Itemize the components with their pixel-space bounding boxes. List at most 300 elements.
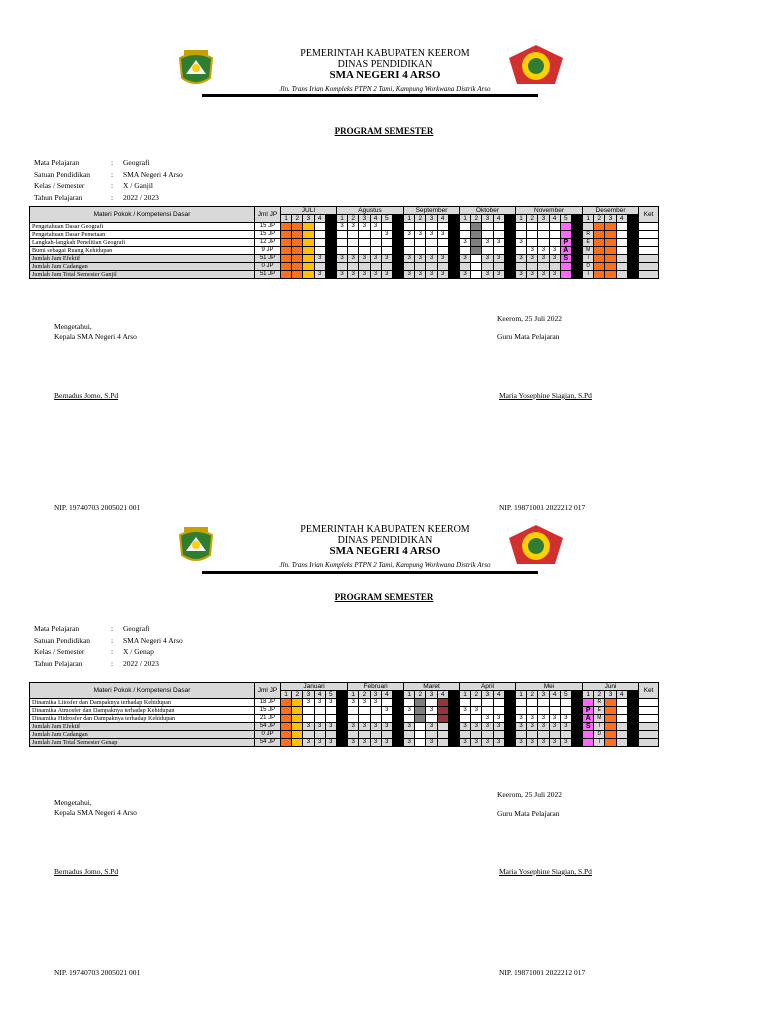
week-cell bbox=[348, 707, 359, 715]
week-cell: 3 bbox=[527, 723, 538, 731]
info-value: X / Genap bbox=[123, 647, 154, 656]
ket-cell bbox=[639, 739, 659, 747]
month-header: Desember bbox=[583, 207, 639, 215]
info-label: Satuan Pendidikan bbox=[34, 635, 91, 645]
month-header: April bbox=[460, 683, 516, 691]
week-cell: P bbox=[583, 707, 594, 715]
week-cell bbox=[314, 707, 325, 715]
week-cell bbox=[415, 723, 426, 731]
week-cell bbox=[560, 699, 571, 707]
week-cell: 3 bbox=[515, 715, 526, 723]
info-value: Geografi bbox=[123, 158, 150, 167]
column-header-jml-jp: Jml JP bbox=[255, 683, 281, 699]
topic-label: Dinamika Hidrosfer dan Dampaknya terhadap Kehidupan bbox=[30, 715, 255, 723]
week-cell: 3 bbox=[303, 699, 314, 707]
month-separator bbox=[627, 691, 638, 699]
week-cell bbox=[370, 731, 381, 739]
week-number: 2 bbox=[471, 691, 482, 699]
teacher-nip: NIP. 19871001 2022212 017 bbox=[499, 503, 586, 512]
week-cell: 3 bbox=[348, 271, 359, 279]
week-cell bbox=[404, 731, 415, 739]
principal-title: Kepala SMA Negeri 4 Arso bbox=[54, 808, 137, 817]
week-cell bbox=[527, 699, 538, 707]
week-cell bbox=[627, 707, 638, 715]
info-value: 2022 / 2023 bbox=[123, 658, 159, 668]
week-cell: 3 bbox=[538, 739, 549, 747]
week-cell bbox=[281, 739, 292, 747]
place-date: Keerom, 25 Juli 2022 bbox=[497, 314, 562, 323]
week-cell: 3 bbox=[426, 255, 437, 263]
week-cell: 3 bbox=[314, 723, 325, 731]
week-number: 1 bbox=[583, 215, 594, 223]
week-cell bbox=[359, 707, 370, 715]
week-cell bbox=[482, 731, 493, 739]
week-number: 1 bbox=[583, 691, 594, 699]
month-separator bbox=[336, 691, 347, 699]
month-header: November bbox=[515, 207, 582, 215]
week-cell bbox=[314, 715, 325, 723]
course-info: Mata Pelajaran : Geografi Satuan Pendidikan : SMA Negeri 4 Arso Kelas / Semester : X / Ganjil Tahun Pelajaran : 2022 / 2023 bbox=[34, 158, 183, 202]
month-header: Juni bbox=[583, 683, 639, 691]
week-cell bbox=[325, 731, 336, 739]
week-number: 3 bbox=[303, 215, 314, 223]
keerom-regency-logo-icon bbox=[176, 525, 216, 565]
week-cell bbox=[616, 699, 627, 707]
week-cell: 3 bbox=[538, 715, 549, 723]
week-cell: 3 bbox=[527, 739, 538, 747]
month-header: September bbox=[404, 207, 460, 215]
week-cell bbox=[292, 707, 303, 715]
principal-nip: NIP. 19740703 2005021 001 bbox=[54, 968, 141, 977]
column-header-ket: Ket bbox=[639, 683, 659, 699]
topic-label: Dinamika Atmosfer dan Dampaknya terhadap Kehidupan bbox=[30, 707, 255, 715]
week-cell bbox=[460, 699, 471, 707]
week-cell bbox=[527, 707, 538, 715]
week-cell bbox=[616, 731, 627, 739]
week-cell bbox=[504, 739, 515, 747]
week-cell bbox=[348, 715, 359, 723]
week-number: 3 bbox=[605, 215, 616, 223]
week-number: 5 bbox=[560, 215, 571, 223]
week-cell bbox=[549, 699, 560, 707]
week-cell: 3 bbox=[538, 247, 549, 255]
week-number: 3 bbox=[538, 691, 549, 699]
week-cell bbox=[605, 715, 616, 723]
week-cell bbox=[448, 723, 459, 731]
week-number: 4 bbox=[493, 691, 504, 699]
week-number: 5 bbox=[381, 215, 392, 223]
info-value: SMA Negeri 4 Arso bbox=[123, 635, 183, 645]
week-number: 2 bbox=[471, 215, 482, 223]
week-cell bbox=[303, 715, 314, 723]
week-cell bbox=[515, 699, 526, 707]
week-cell bbox=[281, 723, 292, 731]
week-cell bbox=[392, 723, 403, 731]
course-info: Mata Pelajaran : Geografi Satuan Pendidikan : SMA Negeri 4 Arso Kelas / Semester : X / Genap Tahun Pelajaran : 2022 / 2023 bbox=[34, 624, 183, 668]
week-cell: 3 bbox=[460, 739, 471, 747]
info-label: Mata Pelajaran bbox=[34, 158, 80, 167]
acknowledge-label: Mengetahui, bbox=[54, 798, 92, 807]
week-cell: R bbox=[594, 699, 605, 707]
week-cell bbox=[605, 723, 616, 731]
week-number: 2 bbox=[527, 215, 538, 223]
week-cell bbox=[404, 699, 415, 707]
week-number: 2 bbox=[292, 691, 303, 699]
week-cell: 3 bbox=[460, 239, 471, 247]
week-cell: 3 bbox=[325, 739, 336, 747]
column-header-materi: Materi Pokok / Kompetensi Dasar bbox=[30, 683, 255, 699]
topic-hours: 0 JP bbox=[255, 263, 281, 271]
document-title: PROGRAM SEMESTER bbox=[334, 592, 434, 602]
week-cell bbox=[504, 715, 515, 723]
week-number: 2 bbox=[415, 215, 426, 223]
week-cell: I bbox=[594, 723, 605, 731]
week-cell: 3 bbox=[471, 739, 482, 747]
week-cell: I bbox=[583, 255, 594, 263]
week-cell: 3 bbox=[493, 739, 504, 747]
week-cell: I bbox=[594, 739, 605, 747]
month-header: Mei bbox=[515, 683, 582, 691]
week-cell: 3 bbox=[493, 239, 504, 247]
week-cell: 3 bbox=[482, 739, 493, 747]
week-number: 4 bbox=[616, 691, 627, 699]
week-cell bbox=[392, 707, 403, 715]
week-cell bbox=[627, 699, 638, 707]
month-header: Oktober bbox=[460, 207, 516, 215]
week-number: 3 bbox=[605, 691, 616, 699]
week-cell bbox=[493, 731, 504, 739]
week-cell bbox=[437, 731, 448, 739]
week-number: 4 bbox=[549, 691, 560, 699]
month-header: JULI bbox=[281, 207, 337, 215]
week-cell: 3 bbox=[370, 271, 381, 279]
topic-label: Jumlah Jam Efektif bbox=[30, 255, 255, 263]
topic-label: Jumlah Jam Total Semester Ganjil bbox=[30, 271, 255, 279]
teacher-title: Guru Mata Pelajaran bbox=[497, 332, 560, 341]
week-cell: 3 bbox=[426, 231, 437, 239]
week-cell: 3 bbox=[482, 723, 493, 731]
week-cell bbox=[493, 699, 504, 707]
topic-hours: 15 JP bbox=[255, 223, 281, 231]
week-cell bbox=[348, 731, 359, 739]
topic-hours: 12 JP bbox=[255, 239, 281, 247]
week-cell bbox=[415, 699, 426, 707]
week-cell bbox=[627, 715, 638, 723]
week-cell bbox=[336, 715, 347, 723]
week-cell bbox=[392, 739, 403, 747]
week-cell bbox=[281, 707, 292, 715]
week-cell: 3 bbox=[348, 223, 359, 231]
week-cell: A bbox=[560, 247, 571, 255]
week-number: 3 bbox=[538, 215, 549, 223]
week-cell: 3 bbox=[381, 707, 392, 715]
week-cell: 3 bbox=[493, 715, 504, 723]
week-cell bbox=[325, 707, 336, 715]
ket-cell bbox=[639, 723, 659, 731]
week-number: 3 bbox=[482, 691, 493, 699]
week-number: 3 bbox=[359, 215, 370, 223]
week-cell: 3 bbox=[325, 699, 336, 707]
week-cell bbox=[448, 699, 459, 707]
topic-hours: 51 JP bbox=[255, 271, 281, 279]
topic-hours: 18 JP bbox=[255, 699, 281, 707]
week-cell bbox=[336, 707, 347, 715]
week-cell: 3 bbox=[471, 707, 482, 715]
week-cell: 3 bbox=[426, 723, 437, 731]
week-cell: 3 bbox=[482, 239, 493, 247]
week-cell: 3 bbox=[348, 699, 359, 707]
week-cell: 3 bbox=[370, 255, 381, 263]
header-divider bbox=[202, 571, 538, 574]
acknowledge-label: Mengetahui, bbox=[54, 322, 92, 331]
week-cell bbox=[471, 731, 482, 739]
week-cell bbox=[415, 715, 426, 723]
topic-hours: 54 JP bbox=[255, 723, 281, 731]
week-number: 1 bbox=[515, 215, 526, 223]
week-cell bbox=[303, 707, 314, 715]
topic-hours: 0 JP bbox=[255, 731, 281, 739]
week-cell bbox=[460, 731, 471, 739]
week-number: 2 bbox=[348, 215, 359, 223]
week-cell: 3 bbox=[359, 255, 370, 263]
week-cell bbox=[515, 731, 526, 739]
school-name: SMA NEGERI 4 ARSO bbox=[329, 545, 441, 557]
info-label: Satuan Pendidikan bbox=[34, 169, 91, 179]
month-separator bbox=[504, 691, 515, 699]
week-number: 4 bbox=[616, 215, 627, 223]
teacher-nip: NIP. 19871001 2022212 017 bbox=[499, 968, 586, 977]
week-cell bbox=[370, 707, 381, 715]
week-cell: 3 bbox=[359, 739, 370, 747]
week-cell bbox=[359, 715, 370, 723]
week-number: 1 bbox=[460, 215, 471, 223]
week-cell: 3 bbox=[404, 255, 415, 263]
week-cell: 3 bbox=[370, 739, 381, 747]
week-cell bbox=[448, 739, 459, 747]
week-cell: 3 bbox=[538, 271, 549, 279]
week-cell: 3 bbox=[426, 271, 437, 279]
week-cell: 3 bbox=[549, 715, 560, 723]
week-cell: 3 bbox=[482, 715, 493, 723]
week-cell bbox=[627, 739, 638, 747]
week-cell: 3 bbox=[381, 271, 392, 279]
week-cell bbox=[504, 723, 515, 731]
week-cell: 3 bbox=[437, 231, 448, 239]
week-cell bbox=[292, 739, 303, 747]
week-cell: 3 bbox=[381, 255, 392, 263]
school-address: Jln. Trans Irian Kompleks PTPN 2 Tami, Kampung Workwana Distrik Arso bbox=[279, 85, 491, 93]
week-cell bbox=[493, 707, 504, 715]
week-cell bbox=[437, 707, 448, 715]
week-cell bbox=[527, 731, 538, 739]
week-number: 2 bbox=[594, 691, 605, 699]
week-cell bbox=[549, 731, 560, 739]
week-cell bbox=[583, 731, 594, 739]
week-number: 1 bbox=[404, 691, 415, 699]
week-cell: 3 bbox=[482, 271, 493, 279]
teacher-title: Guru Mata Pelajaran bbox=[497, 809, 560, 818]
info-value: Geografi bbox=[123, 624, 150, 633]
week-cell: 3 bbox=[415, 231, 426, 239]
week-number: 5 bbox=[560, 691, 571, 699]
week-cell bbox=[281, 715, 292, 723]
week-cell: S bbox=[583, 723, 594, 731]
week-number: 2 bbox=[292, 215, 303, 223]
week-cell: 3 bbox=[515, 271, 526, 279]
week-cell: 3 bbox=[303, 739, 314, 747]
week-cell bbox=[627, 731, 638, 739]
week-number: 1 bbox=[460, 691, 471, 699]
topic-hours: 54 JP bbox=[255, 739, 281, 747]
info-value: SMA Negeri 4 Arso bbox=[123, 169, 183, 179]
week-cell: 3 bbox=[359, 223, 370, 231]
week-number: 1 bbox=[336, 215, 347, 223]
week-cell bbox=[426, 715, 437, 723]
week-cell: 3 bbox=[549, 247, 560, 255]
week-cell: 3 bbox=[460, 255, 471, 263]
week-cell: 3 bbox=[493, 255, 504, 263]
week-cell bbox=[437, 723, 448, 731]
ket-cell bbox=[639, 707, 659, 715]
teacher-name: Maria Yosephine Siagian, S.Pd bbox=[499, 391, 592, 400]
week-cell bbox=[325, 715, 336, 723]
week-cell: 3 bbox=[336, 223, 347, 231]
principal-name: Bernadus Jomo, S.Pd bbox=[54, 867, 119, 876]
info-value: 2022 / 2023 bbox=[123, 192, 159, 202]
week-cell bbox=[605, 707, 616, 715]
month-header: Februari bbox=[348, 683, 404, 691]
week-number: 4 bbox=[437, 215, 448, 223]
week-cell: 3 bbox=[527, 271, 538, 279]
week-cell: 3 bbox=[314, 271, 325, 279]
week-cell: 3 bbox=[370, 223, 381, 231]
week-cell: E bbox=[583, 239, 594, 247]
week-cell: 3 bbox=[370, 723, 381, 731]
topic-label: Jumlah Jam Efektif bbox=[30, 723, 255, 731]
week-cell bbox=[571, 715, 582, 723]
week-cell bbox=[415, 707, 426, 715]
week-cell: 3 bbox=[437, 255, 448, 263]
week-cell bbox=[471, 699, 482, 707]
week-cell: 3 bbox=[415, 271, 426, 279]
week-cell: 3 bbox=[527, 715, 538, 723]
week-number: 3 bbox=[426, 215, 437, 223]
week-cell bbox=[370, 715, 381, 723]
week-cell: 3 bbox=[515, 239, 526, 247]
week-cell bbox=[292, 723, 303, 731]
week-number: 1 bbox=[515, 691, 526, 699]
week-cell bbox=[392, 715, 403, 723]
topic-hours: 15 JP bbox=[255, 231, 281, 239]
info-value: X / Ganjil bbox=[123, 181, 153, 190]
week-number: 3 bbox=[426, 691, 437, 699]
week-cell bbox=[359, 731, 370, 739]
week-cell bbox=[605, 699, 616, 707]
week-cell: 3 bbox=[426, 707, 437, 715]
week-cell bbox=[471, 715, 482, 723]
week-cell: 3 bbox=[404, 271, 415, 279]
principal-name: Bernadus Jomo, S.Pd bbox=[54, 391, 119, 400]
week-cell: 3 bbox=[314, 255, 325, 263]
info-label: Kelas / Semester bbox=[34, 181, 85, 190]
month-header: Januari bbox=[281, 683, 348, 691]
week-cell bbox=[336, 723, 347, 731]
topic-hours: 15 JP bbox=[255, 707, 281, 715]
week-cell: 3 bbox=[359, 699, 370, 707]
week-cell: 3 bbox=[560, 739, 571, 747]
week-cell bbox=[281, 699, 292, 707]
week-cell bbox=[292, 715, 303, 723]
week-cell: D bbox=[594, 731, 605, 739]
week-cell: 3 bbox=[314, 699, 325, 707]
week-cell bbox=[460, 715, 471, 723]
week-cell bbox=[426, 699, 437, 707]
week-number: 3 bbox=[482, 215, 493, 223]
week-cell bbox=[538, 707, 549, 715]
place-date: Keerom, 25 Juli 2022 bbox=[497, 790, 562, 799]
ket-cell bbox=[639, 715, 659, 723]
school-name: SMA NEGERI 4 ARSO bbox=[329, 69, 441, 81]
info-label: Mata Pelajaran bbox=[34, 624, 80, 633]
month-header: Maret bbox=[404, 683, 460, 691]
week-cell: 3 bbox=[460, 707, 471, 715]
week-cell: A bbox=[583, 715, 594, 723]
week-cell bbox=[616, 707, 627, 715]
week-cell bbox=[281, 731, 292, 739]
week-cell: M bbox=[594, 715, 605, 723]
document-title: PROGRAM SEMESTER bbox=[334, 126, 434, 136]
month-separator bbox=[448, 691, 459, 699]
week-cell: 3 bbox=[515, 739, 526, 747]
week-cell: 3 bbox=[415, 255, 426, 263]
topic-label: Jumlah Jam Cadangan bbox=[30, 263, 255, 271]
week-cell: 3 bbox=[348, 723, 359, 731]
week-cell: 3 bbox=[471, 723, 482, 731]
week-number: 1 bbox=[281, 691, 292, 699]
week-cell: 3 bbox=[348, 255, 359, 263]
week-cell: R bbox=[583, 231, 594, 239]
week-number: 1 bbox=[281, 215, 292, 223]
week-cell: 3 bbox=[493, 271, 504, 279]
month-separator bbox=[571, 691, 582, 699]
week-cell: 3 bbox=[460, 723, 471, 731]
week-cell bbox=[504, 731, 515, 739]
topic-hours: 9 JP bbox=[255, 247, 281, 255]
week-number: 4 bbox=[314, 215, 325, 223]
principal-title: Kepala SMA Negeri 4 Arso bbox=[54, 332, 137, 341]
week-cell bbox=[392, 731, 403, 739]
week-cell bbox=[437, 739, 448, 747]
week-cell bbox=[336, 739, 347, 747]
topic-hours: 21 JP bbox=[255, 715, 281, 723]
week-cell bbox=[448, 731, 459, 739]
week-cell: 3 bbox=[404, 231, 415, 239]
week-cell bbox=[616, 723, 627, 731]
topic-hours: 51 JP bbox=[255, 255, 281, 263]
week-cell bbox=[571, 731, 582, 739]
week-number: 4 bbox=[493, 215, 504, 223]
week-cell: 3 bbox=[381, 739, 392, 747]
letterhead bbox=[220, 524, 550, 571]
principal-nip: NIP. 19740703 2005021 001 bbox=[54, 503, 141, 512]
week-number: 4 bbox=[370, 215, 381, 223]
week-cell bbox=[605, 739, 616, 747]
week-cell: E bbox=[594, 707, 605, 715]
column-header-materi: Materi Pokok / Kompetensi Dasar bbox=[30, 207, 255, 223]
week-cell: 3 bbox=[336, 271, 347, 279]
week-number: 3 bbox=[303, 691, 314, 699]
week-cell bbox=[504, 707, 515, 715]
